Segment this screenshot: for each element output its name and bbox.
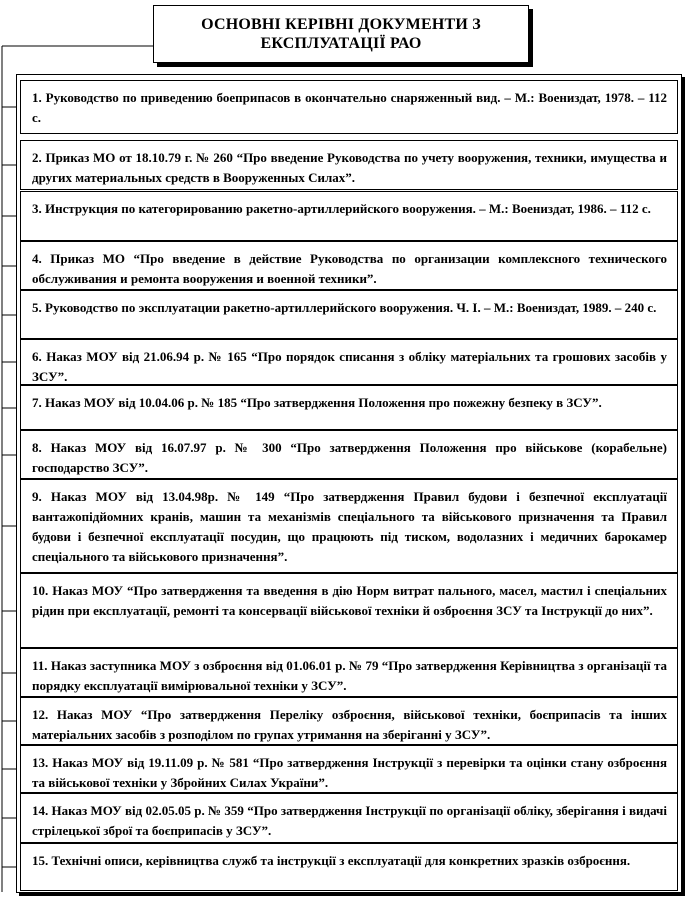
document-text: 5. Руководство по эксплуатации ракетно-артиллерийского вооружения. Ч. I. – М.: Воениздат, 1989. – 240 с. bbox=[32, 300, 657, 315]
document-item bbox=[20, 430, 678, 479]
document-text: 8. Наказ МОУ від 16.07.97 р. № 300 “Про затвердження Положення про військове (корабельне) господарство ЗСУ”. bbox=[32, 440, 667, 475]
diagram-title: ОСНОВНІ КЕРІВНІ ДОКУМЕНТИ З ЕКСПЛУАТАЦІЇ РАО bbox=[201, 16, 481, 52]
document-item bbox=[20, 290, 678, 339]
document-text: 15. Технічні описи, керівництва служб та інструкції з експлуатації для конкретних зразків озброєння. bbox=[32, 853, 631, 868]
document-item bbox=[20, 241, 678, 290]
document-item bbox=[20, 191, 678, 241]
document-text: 7. Наказ МОУ від 10.04.06 р. № 185 “Про затвердження Положення про пожежну безпеку в ЗСУ”. bbox=[32, 395, 602, 410]
document-item bbox=[20, 573, 678, 648]
document-text: 4. Приказ МО “Про введение в действие Руководства по организации комплексного технического обслуживания и ремонта вооружения и военной техники”. bbox=[32, 251, 667, 286]
document-text: 6. Наказ МОУ від 21.06.94 р. № 165 “Про порядок списання з обліку матеріальних та грошових засобів у ЗСУ”. bbox=[32, 349, 667, 384]
document-text: 14. Наказ МОУ від 02.05.05 р. № 359 “Про затвердження Інструкції по організації обліку, зберігання і видачі стрілецької зброї та боєприпасів у ЗСУ”. bbox=[32, 803, 667, 838]
document-text: 2. Приказ МО от 18.10.79 г. № 260 “Про введение Руководства по учету вооружения, техники, имущества и других материальных средств в Вооруженных Силах”. bbox=[32, 150, 667, 185]
document-item bbox=[20, 793, 678, 843]
document-item bbox=[20, 385, 678, 430]
document-item bbox=[20, 339, 678, 385]
document-text: 11. Наказ заступника МОУ з озброєння від 01.06.01 р. № 79 “Про затвердження Керівництва з організації та порядку експлуатації вимірювальної техніки у ЗСУ”. bbox=[32, 658, 667, 693]
document-text: 12. Наказ МОУ “Про затвердження Переліку озброєння, військової техніки, боєприпасів та інших матеріальних засобів з розподілом по групах утримання на зберіганні у ЗСУ”. bbox=[32, 707, 667, 742]
document-item bbox=[20, 843, 678, 891]
document-item bbox=[20, 479, 678, 573]
document-item bbox=[20, 80, 678, 134]
document-item bbox=[20, 697, 678, 745]
document-text: 13. Наказ МОУ від 19.11.09 р. № 581 “Про затвердження Інструкції з перевірки та оцінки стану озброєння та військової техніки у Збройних Силах України”. bbox=[32, 755, 667, 790]
document-item bbox=[20, 745, 678, 793]
document-item bbox=[20, 140, 678, 190]
title-box bbox=[153, 5, 529, 63]
document-text: 9. Наказ МОУ від 13.04.98р. № 149 “Про затвердження Правил будови і безпечної експлуатації вантажопідйомних кранів, машин та механізмів спеціального та військового призначення та Правил будови і безпечної експлуатації посудин, що працюють під тиском, водолазних і медичних барокамер спеціального та військового призначення”. bbox=[32, 489, 667, 564]
document-item bbox=[20, 648, 678, 697]
document-text: 1. Руководство по приведению боеприпасов в окончательно снаряженный вид. – М.: Воениздат, 1978. – 112 с. bbox=[32, 90, 667, 125]
document-text: 3. Инструкция по категорированию ракетно-артиллерийского вооружения. – М.: Воениздат, 1986. – 112 с. bbox=[32, 201, 651, 216]
document-text: 10. Наказ МОУ “Про затвердження та введення в дію Норм витрат пального, масел, мастил і спеціальних рідин при експлуатації, ремонті та консервації військової техніки й озброєння ЗСУ та Інструкції до них”. bbox=[32, 583, 667, 618]
